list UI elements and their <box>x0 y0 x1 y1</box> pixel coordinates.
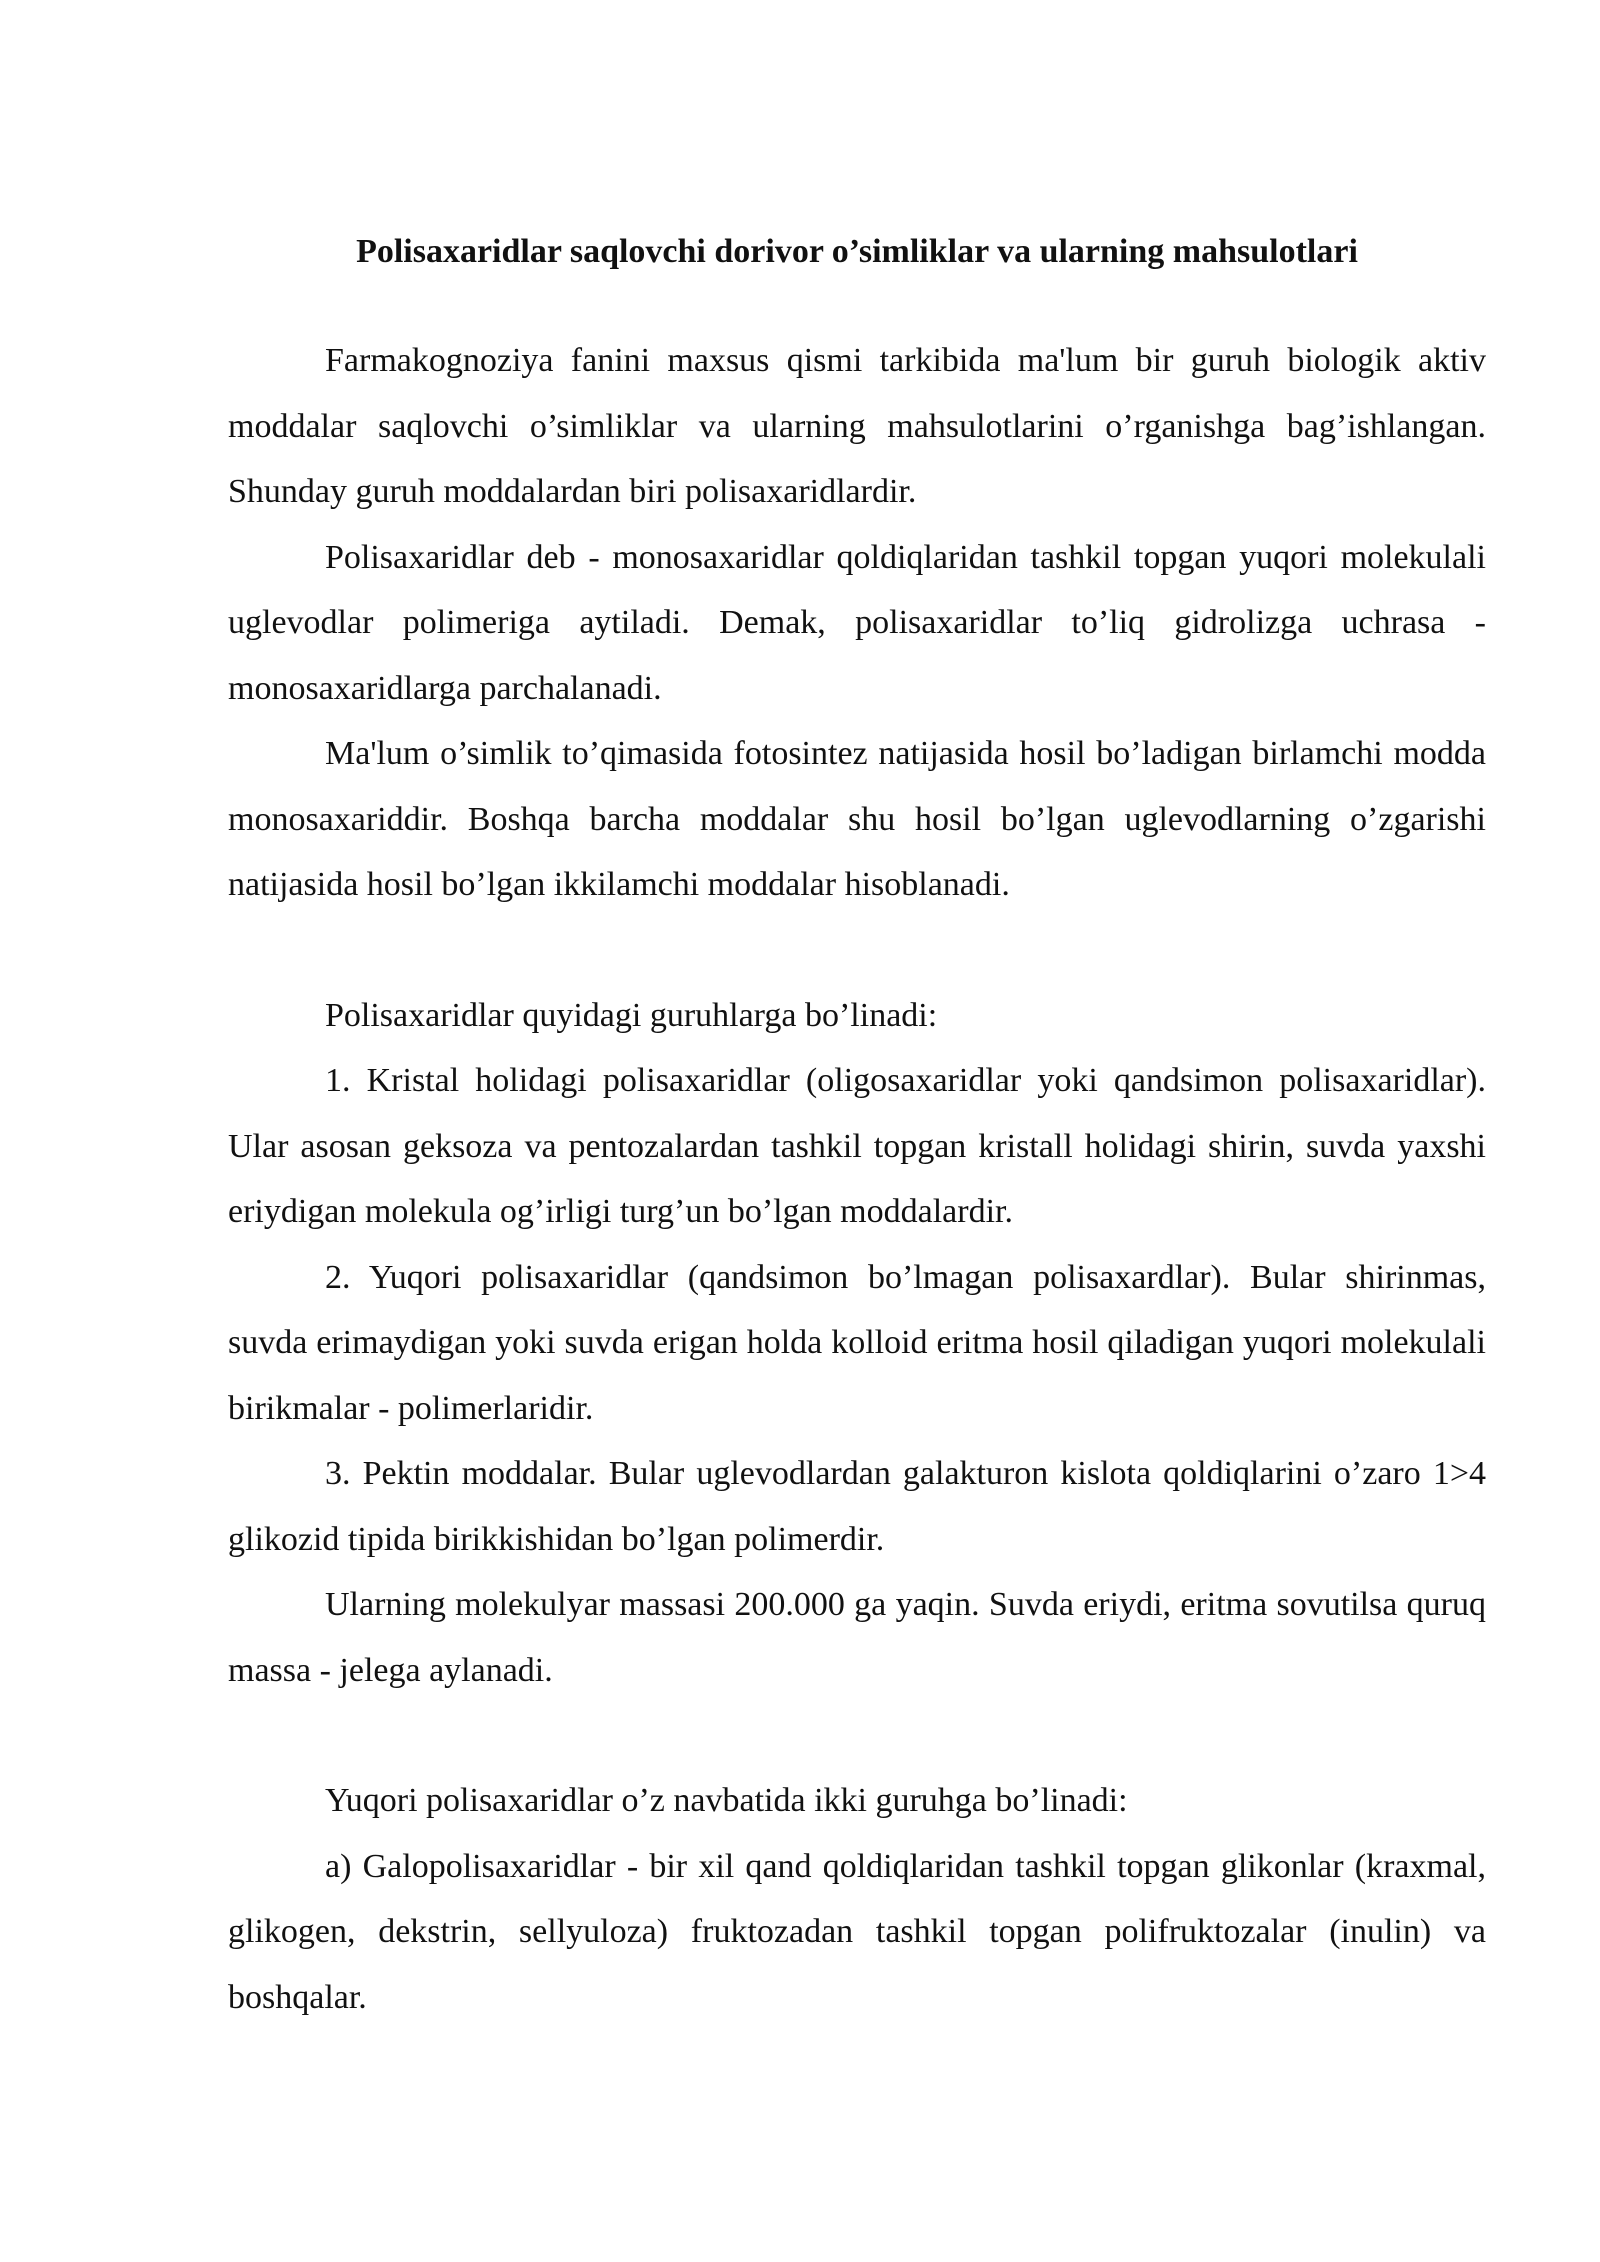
paragraph-subgroups-heading: Yuqori polisaxaridlar o’z navbatida ikki guruhga bo’linadi: <box>325 1782 1128 1819</box>
list-item-higher: 2. Yuqori polisaxaridlar (qandsimon bo’lmagan polisaxardlar). Bular shirinmas, suvda erimaydigan yoki suvda erigan holda kolloid eritma hosil qiladigan yuqori molekulali birikmalar - polimerlaridir. <box>228 1258 1486 1427</box>
paragraph-definition: Polisaxaridlar deb - monosaxaridlar qoldiqlaridan tashkil topgan yuqori molekulali uglevodlar polimeriga aytiladi. Demak, polisaxaridlar to’liq gidrolizga uchrasa - monosaxaridlarga parchalanadi. <box>228 538 1486 707</box>
paragraph-gap <box>228 1703 1486 1768</box>
paragraph-intro: Farmakognoziya fanini maxsus qismi tarkibida ma'lum bir guruh biologik aktiv moddalar saqlovchi o’simliklar va ularning mahsulotlarini o’rganishga bag’ishlangan. Shunday guruh moddalardan biri polisaxaridlardir. <box>228 342 1486 510</box>
list-item-crystal: 1. Kristal holidagi polisaxaridlar (oligosaxaridlar yoki qandsimon polisaxaridlar). Ular asosan geksoza va pentozalardan tashkil topgan kristall holidagi shirin, suvda yaxshi eriydigan molekula og’irligi turg’un bo’lgan moddalardir. <box>228 1062 1486 1230</box>
paragraph-gap <box>228 918 1486 983</box>
document-body <box>228 222 1486 2030</box>
document-title: Polisaxaridlar saqlovchi dorivor o’simliklar va ularning mahsulotlari <box>356 233 1358 270</box>
list-item-galopolysaccharides: a) Galopolisaxaridlar - bir xil qand qoldiqlaridan tashkil topgan glikonlar (kraxmal, glikogen, dekstrin, sellyuloza) fruktozadan tashkil topgan polifruktozalar (inulin) va boshqalar. <box>228 1847 1486 2016</box>
paragraph-molecular-mass: Ularning molekulyar massasi 200.000 ga yaqin. Suvda eriydi, eritma sovutilsa quruq massa - jelega aylanadi. <box>228 1586 1486 1689</box>
list-item-pectin: 3. Pektin moddalar. Bular uglevodlardan galakturon kislota qoldiqlarini o’zaro 1>4 glikozid tipida birikkishidan bo’lgan polimerdir. <box>228 1455 1486 1558</box>
paragraph-photosynthesis: Ma'lum o’simlik to’qimasida fotosintez natijasida hosil bo’ladigan birlamchi modda monosaxariddir. Boshqa barcha moddalar shu hosil bo’lgan uglevodlarning o’zgarishi natijasida hosil bo’lgan ikkilamchi moddalar hisoblanadi. <box>228 735 1486 903</box>
paragraph-groups-heading: Polisaxaridlar quyidagi guruhlarga bo’linadi: <box>325 996 938 1034</box>
